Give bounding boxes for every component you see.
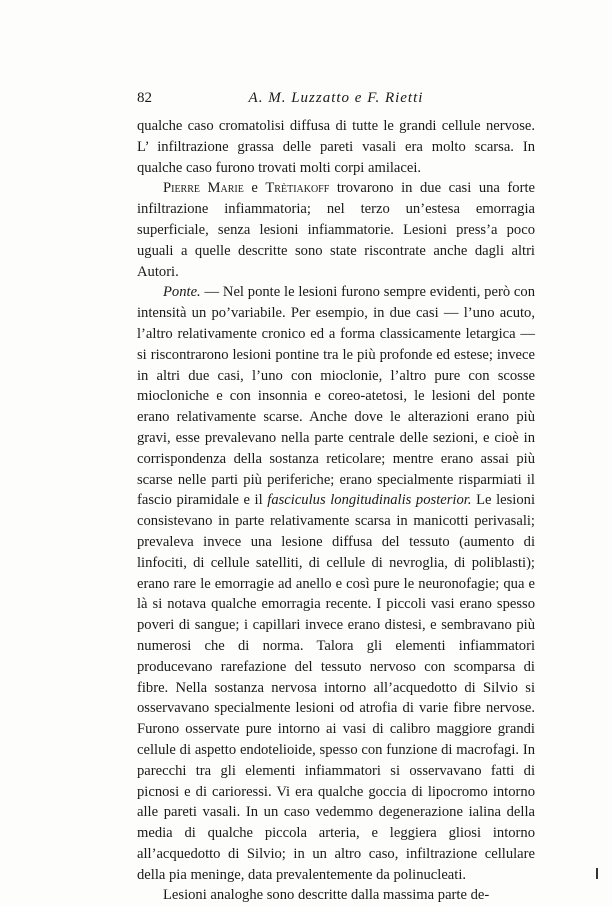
author-name: Pierre Marie — [163, 180, 244, 197]
author-name: Trètiakoff — [265, 180, 330, 197]
paragraph-text: Le lesioni consistevano in parte relativamente scarsa in manicotti perivasali; prevaleva invece una lesione diffusa del tessuto (aumento di linfociti, di cellule satelliti, di cellule di nevroglia, di poliblasti); erano rare le emorragie ad anello e così pure le neuronofagie; qua e là si notava qualche emorragia recente. I piccoli vasi erano spesso poveri di sangue; i capillari invece erano distesi, e sembravano più numerosi che di norma. Talora gli elementi infiammatori producevano rarefazione del tessuto nervoso con scomparsa di fibre. Nella sostanza nervosa intorno all’acquedotto di Silvio si osservavano specialmente lesioni od atrofia di varie fibre nervose. Furono osservate pure intorno ai vasi di calibro maggiore grandi cellule di aspetto endotelioide, spesso con funzione di macrofagi. In parecchi tra gli elementi infiammatori si osservavano fatti di picnosi e di carioressi. Vi era qualche goccia di lipocromo intorno alle pareti vasali. In un caso vedemmo degenerazione ialina della media di qualche piccola arteria, e leggiera gliosi intorno all’acquedotto di Silvio; in un altro caso, infiltrazione cellulare della pia meninge, data prevalentemente da polinucleati. — [137, 492, 536, 883]
scan-edge-mark — [596, 868, 598, 879]
body-text — [137, 116, 535, 906]
page-header — [137, 90, 535, 112]
paragraph-text: — Nel ponte le lesioni furono sempre evidenti, però con intensità un po’variabile. Per esempio, in due casi — l’uno acuto, l’altro relativamente cronico ed a forma classicamente letargica — si riscontrarono lesioni pontine tra le più profonde ed estese; invece in altri due casi, l’uno con mioclonie, l’altro pure con scosse miocloniche e con insonnia e coreo-atetosi, le lesioni del ponte erano relativamente scarse. Anche dove le alterazioni erano più gravi, esse prevalevano nella parte centrale delle sezioni, e cioè in corrispondenza della sostanza reticolare; mentre erano assai più scarse nelle parti più periferiche; erano specialmente risparmiati il fascio piramidale e il — [137, 284, 535, 509]
paragraph-3 — [137, 282, 535, 885]
running-head: A. M. Luzzatto e F. Rietti — [248, 90, 424, 106]
page-number: 82 — [137, 90, 152, 106]
latin-term: fasciculus longitudinalis posterior. — [267, 492, 472, 509]
conjunction: e — [243, 180, 266, 197]
paragraph-2 — [137, 178, 535, 282]
section-lead: Ponte. — [163, 284, 201, 301]
paragraph-4: Lesioni analoghe sono descritte dalla massima parte de- — [163, 887, 490, 904]
paragraph-1: qualche caso cromatolisi diffusa di tutte le grandi cellule nervose. L’ infiltrazione grassa delle pareti vasali era molto scarsa. In qualche caso furono trovati molti corpi amilacei. — [137, 118, 535, 176]
paragraph-text: trovarono in due casi una forte infiltrazione infiammatoria; nel terzo un’estesa emorragia superficiale, senza lesioni infiammatorie. Lesioni press’a poco uguali a quelle descritte sono state riscontrate anche dagli altri Autori. — [137, 180, 535, 280]
